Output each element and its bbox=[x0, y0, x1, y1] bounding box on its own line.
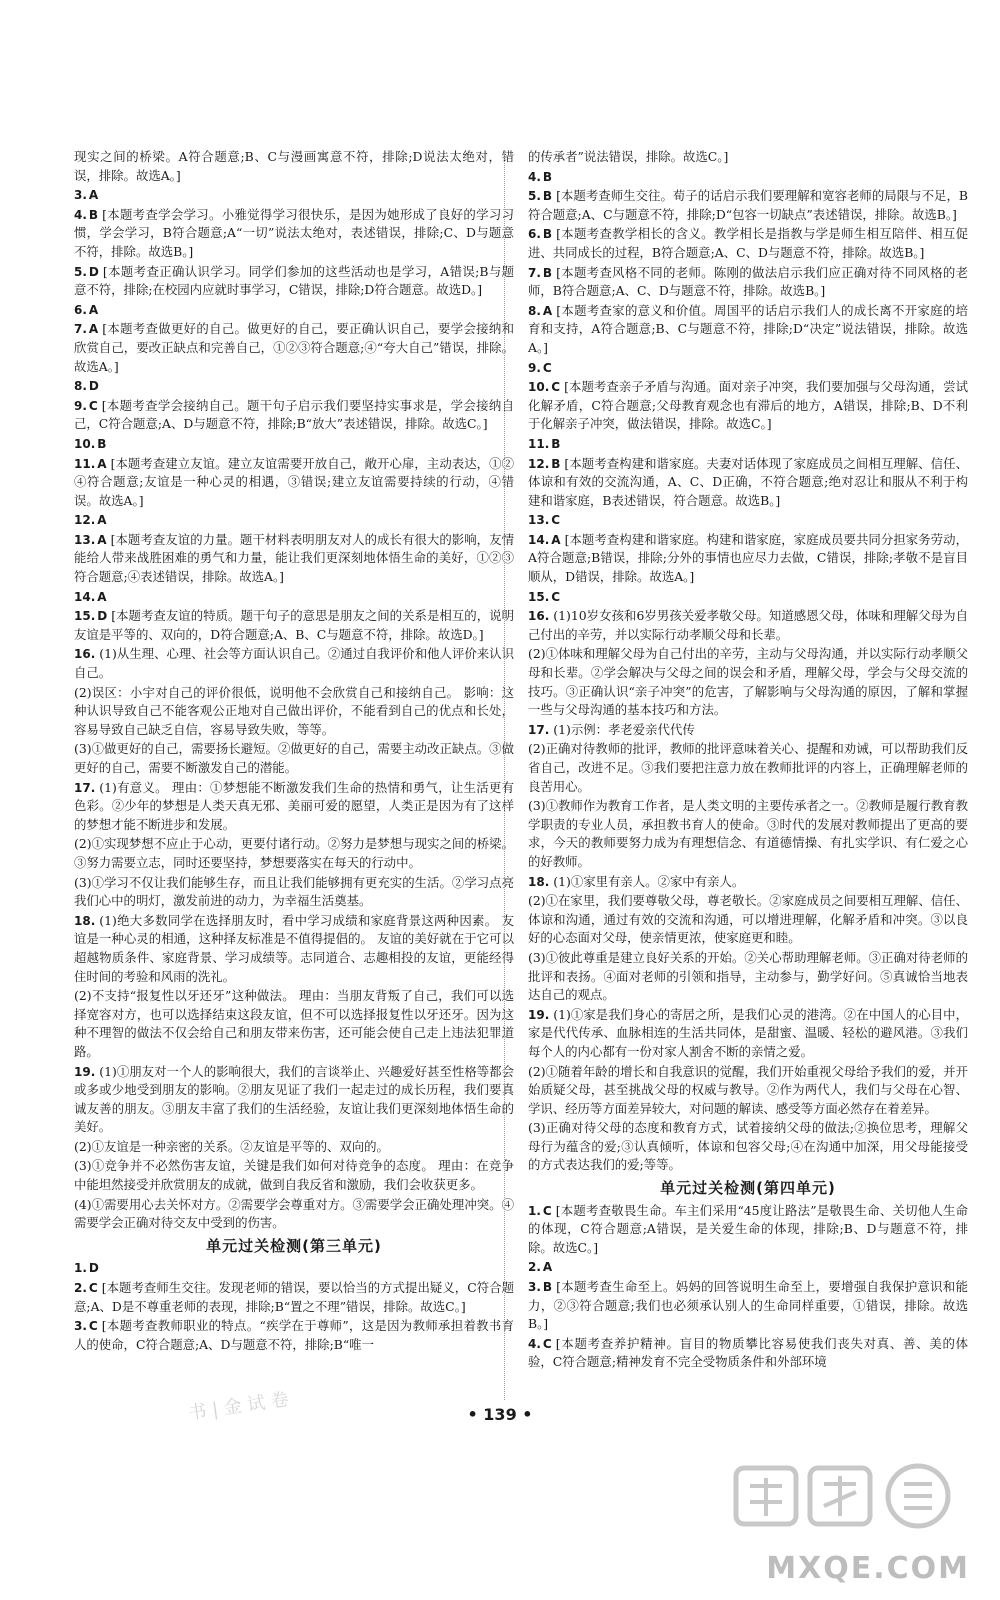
question-number: 3. bbox=[74, 1319, 87, 1334]
answer-choice: A bbox=[542, 303, 553, 318]
question-number: 19. bbox=[528, 1007, 550, 1022]
answer-choice: A bbox=[97, 532, 107, 547]
answer-continuation: (3)正确对待父母的态度和教育方式，试着接纳父母的做法;②换位思考，理解父母行为蕴含的爱;③认真倾听，体谅和包容父母;④在沟通中加深，用父母能接受的方式表达我们的爱;等等。 bbox=[528, 1120, 968, 1173]
answer-explanation: [本题考查学会学习。小雅觉得学习很快乐，是因为她形成了良好的学习习惯，学会学习，B符合题意;A“一切”说法太绝对，表述错误，排除;C、D与题意不符，排除。故选B。] bbox=[74, 206, 514, 259]
answer-explanation: (1)①家里有亲人。②家中有亲人。 bbox=[553, 873, 745, 889]
answer-explanation: [本题考查构建和谐家庭。夫妻对话体现了家庭成员之间相互理解、信任、体谅和有效的交流沟通，A、C、D正确，不符合题意;绝对忍让和服从不利于构建和谐家庭，B表述错误，符合题意。故选B。] bbox=[528, 455, 968, 508]
answer-explanation: (1)①家是我们身心的寄居之所，是我们心灵的港湾。②在中国人的心目中，家是代代传承、血脉相连的生活共同体，是甜蜜、温暖、轻松的避风港。③我们每个人的内心都有一份对家人割舍不断的亲情之爱。 bbox=[528, 1006, 968, 1059]
answer-continuation: (2)①随着年龄的增长和自我意识的觉醒，我们开始重视父母给予我们的爱，并开始质疑父母，甚至挑战父母的权威与教导。②作为两代人，我们与父母在心智、学识、经历等方面差异较大，对问题的解读、感受等方面必然存在着差异。 bbox=[528, 1063, 968, 1116]
answer-item bbox=[74, 1063, 514, 1137]
question-number: 9. bbox=[74, 398, 87, 413]
answer-continuation: (3)①彼此尊重是建立良好关系的开始。②关心帮助理解老师。③正确对待老师的批评和表扬。④面对老师的引领和指导，主动参与，勤学好问。⑤真诚恰当地表达自己的观点。 bbox=[528, 949, 968, 1003]
answer-choice: C bbox=[551, 589, 561, 604]
answer-item bbox=[74, 263, 514, 300]
answer-item bbox=[528, 264, 968, 301]
answer-continuation: (2)不支持“报复性以牙还牙”这种做法。 理由：当朋友背叛了自己，我们可以选择宽容对方，也可以选择结束这段友谊，但不可以选择报复性以牙还牙。因为这种不理智的做法不仅会给自己和朋友带来伤害，还可能会使自己走上违法犯罪道路。 bbox=[74, 988, 514, 1059]
answer-choice: C bbox=[88, 1281, 98, 1296]
answer-explanation: [本题考查构建和谐家庭。构建和谐家庭，家庭成员要共同分担家务劳动，A符合题意;B错误，排除;分外的事情也应尽力去做，C错误，排除;孝敬不是盲目顺从，D错误，排除。故选A。] bbox=[528, 531, 968, 585]
section-title: 单元过关检测(第四单元) bbox=[660, 1179, 836, 1198]
answer-choice: A bbox=[88, 188, 99, 203]
answer-item bbox=[528, 607, 968, 644]
section-title: 单元过关检测(第三单元) bbox=[206, 1236, 382, 1255]
answer-explanation: (1)绝大多数同学在选择朋友时，看中学习成绩和家庭背景这两种因素。 友谊是一种心灵的相通，这种择友标准是不值得提倡的。 友谊的美好就在于它可以超越物质条件、家庭背景、学习成绩等。志同道合、志趣相投的友谊，更能经得住时间的考验和风雨的洗礼。 bbox=[74, 912, 514, 984]
column-divider bbox=[504, 150, 505, 1400]
answer-choice: B bbox=[542, 189, 553, 204]
answer-explanation: [本题考查师生交往。发现老师的错误，要以恰当的方式提出疑义，C符合题意;A、D是不尊重老师的表现，排除;B“置之不理”错误，排除。故选C。] bbox=[74, 1280, 514, 1314]
answer-continuation: 的传承者”说法错误，排除。故选C。] bbox=[528, 149, 729, 164]
answer-item bbox=[74, 320, 514, 376]
answer-item bbox=[528, 1006, 968, 1062]
question-number: 2. bbox=[528, 1260, 541, 1275]
answer-explanation: [本题考查师生交往。荀子的话启示我们要理解和宽容老师的局限与不足，B符合题意;A、C与题意不符，排除;D“包容一切缺点”表述错误，排除。故选B。] bbox=[528, 188, 968, 222]
answer-continuation: (3)①做更好的自己，需要扬长避短。②做更好的自己，需要主动改正缺点。③做更好的自己，需要不断激发自己的潜能。 bbox=[74, 741, 514, 775]
question-number: 13. bbox=[528, 513, 550, 528]
answer-choice: C bbox=[542, 360, 552, 375]
right-column bbox=[528, 148, 968, 1373]
answer-explanation: (1)示例：孝老爱亲代代传 bbox=[553, 721, 695, 737]
answer-explanation: [本题考查敬畏生命。车主们采用“45度让路法”是敬畏生命、关切他人生命的体现，C符合题意;A错误，是关爱生命的体现，排除;B、D与题意不符，排除。故选C。] bbox=[528, 1202, 968, 1255]
answer-choice: B bbox=[88, 207, 99, 222]
answer-choice: D bbox=[88, 379, 99, 394]
answer-item bbox=[74, 912, 514, 986]
answer-choice: B bbox=[551, 436, 561, 451]
answer-item bbox=[74, 1317, 514, 1354]
answer-explanation: [本题考查建立友谊。建立友谊需要开放自己，敞开心扉，主动表达，①②④符合题意;友谊是一种心灵的相遇，③错误;建立友谊需要持续的行动，④错误。故选A。] bbox=[74, 455, 514, 508]
answer-continuation: (2)①友谊是一种亲密的关系。②友谊是平等的、双向的。 bbox=[74, 1138, 389, 1154]
question-number: 12. bbox=[74, 513, 96, 528]
answer-continuation: (2)正确对待教师的批评，教师的批评意味着关心、提醒和劝诫，可以帮助我们反省自己，改进不足。③我们要把注意力放在教师批评的内容上，正确理解老师的良苦用心。 bbox=[528, 741, 968, 794]
answer-item bbox=[528, 359, 968, 378]
answer-explanation: (1)10岁女孩和6岁男孩关爱孝敬父母。知道感恩父母，体味和理解父母为自己付出的辛劳，并以实际行动孝顺父母和长辈。 bbox=[528, 608, 968, 642]
answer-item bbox=[528, 721, 968, 740]
question-number: 15. bbox=[528, 589, 550, 604]
answer-item bbox=[528, 455, 968, 511]
answer-item bbox=[528, 1258, 968, 1277]
answer-item bbox=[528, 187, 968, 224]
question-number: 15. bbox=[74, 609, 96, 624]
answer-item bbox=[74, 377, 514, 396]
answer-item bbox=[74, 1259, 514, 1278]
answer-item bbox=[528, 531, 968, 587]
answer-item bbox=[74, 301, 514, 320]
question-number: 8. bbox=[74, 379, 87, 394]
answer-explanation: [本题考查友谊的力量。题干材料表明朋友对人的成长有很大的影响，友情能给人带来战胜困难的勇气和力量，能让我们更深刻地体悟生命的美好，①②③符合题意;④表述错误，排除。故选A。] bbox=[74, 531, 514, 585]
answer-item bbox=[528, 378, 968, 434]
question-number: 5. bbox=[528, 189, 541, 204]
answer-item bbox=[74, 607, 514, 644]
answer-item bbox=[74, 206, 514, 262]
question-number: 5. bbox=[74, 264, 87, 279]
answer-item bbox=[528, 588, 968, 607]
answer-choice: D bbox=[88, 1261, 99, 1276]
question-number: 19. bbox=[74, 1064, 96, 1079]
answer-item bbox=[74, 511, 514, 530]
answer-item bbox=[528, 511, 968, 530]
answer-choice: B bbox=[551, 456, 561, 471]
answer-choice: C bbox=[551, 513, 561, 528]
answer-explanation: [本题考查风格不同的老师。陈刚的做法启示我们应正确对待不同风格的老师，B符合题意;A、C、D与题意不符，排除。故选B。] bbox=[528, 264, 968, 299]
question-number: 4. bbox=[528, 169, 541, 184]
question-number: 6. bbox=[74, 302, 87, 317]
question-number: 1. bbox=[74, 1261, 87, 1276]
answer-choice: D bbox=[97, 609, 108, 624]
answer-item bbox=[528, 873, 968, 892]
answer-continuation: (3)①教师作为教育工作者，是人类文明的主要传承者之一。②教师是履行教育教学职责的专业人员，承担教书育人的使命。③时代的发展对教师提出了更高的要求，今天的教师要努力成为有理想信念、有道德情操、有扎实学识、有仁爱之心的好教师。 bbox=[528, 798, 968, 869]
answer-continuation: (2)①实现梦想不应止于心动，更要付诸行动。②努力是梦想与现实之间的桥梁。③努力需要立志，同时还要坚持，梦想要落实在每天的行动中。 bbox=[74, 836, 514, 870]
question-number: 12. bbox=[528, 456, 550, 471]
answer-explanation: [本题考查友谊的特质。题干句子的意思是朋友之间的关系是相互的，说明友谊是平等的、双向的，D符合题意;A、B、C与题意不符，排除。故选D。] bbox=[74, 608, 514, 642]
answer-choice: D bbox=[88, 264, 99, 279]
question-number: 18. bbox=[74, 913, 96, 928]
answer-item bbox=[74, 531, 514, 587]
question-number: 6. bbox=[528, 227, 541, 242]
answer-continuation: (2)误区：小宇对自己的评价很低，说明他不会欣赏自己和接纳自己。 影响：这种认识导致自己不能客观公正地对自己做出评价，不能看到自己的优点和长处，容易导致自己缺乏自信，容易导致失败，等等。 bbox=[74, 684, 514, 737]
question-number: 9. bbox=[528, 360, 541, 375]
answer-item bbox=[74, 435, 514, 454]
answer-continuation: (3)①竞争并不必然伤害友谊，关键是我们如何对待竞争的态度。 理由：在竞争中能坦然接受并欣赏朋友的成就，做到自我反省和激励，我们会收获更多。 bbox=[74, 1158, 514, 1193]
answer-choice: B bbox=[542, 265, 553, 280]
answer-choice: A bbox=[97, 589, 107, 604]
question-number: 17. bbox=[74, 780, 96, 795]
answer-choice: C bbox=[542, 1203, 552, 1218]
answer-choice: B bbox=[97, 436, 107, 451]
answer-explanation: [本题考查正确认识学习。同学们参加的这些活动也是学习，A错误;B与题意不符，排除;在校园内应就时事学习，C错误，排除;D符合题意。故选D。] bbox=[74, 263, 514, 298]
question-number: 3. bbox=[74, 188, 87, 203]
answer-explanation: [本题考查养护精神。盲目的物质攀比容易使我们丧失对真、善、美的体验，C符合题意;精神发育不完全受物质条件和外部环境 bbox=[528, 1335, 968, 1370]
answer-explanation: [本题考查教学相长的含义。教学相长是指教与学是师生相互陪伴、相互促进、共同成长的过程，B符合题意;A、C、D与题意不符，排除。故选B。] bbox=[528, 226, 968, 260]
question-number: 18. bbox=[528, 874, 550, 889]
answer-choice: C bbox=[551, 380, 561, 395]
answer-choice: C bbox=[88, 398, 98, 413]
answer-item bbox=[74, 645, 514, 682]
question-number: 2. bbox=[74, 1281, 87, 1296]
answer-continuation: (2)①体味和理解父母为自己付出的辛劳，主动与父母沟通，并以实际行动孝顺父母和长辈。②学会解决与父母之间的误会和矛盾，理解父母，学会与父母交流的技巧。③正确认识“亲子冲突”的危害，了解影响与父母沟通的原因，了解和掌握一些与父母沟通的基本技巧和方法。 bbox=[528, 646, 968, 718]
answer-item bbox=[528, 1335, 968, 1372]
answer-item bbox=[74, 455, 514, 511]
answer-explanation: (1)①朋友对一个人的影响很大，我们的言谈举止、兴趣爱好甚至性格等都会或多或少地受到朋友的影响。②朋友见证了我们一起走过的成长历程，我们要真诚友善的朋友。③朋友丰富了我们的生活经验，友谊让我们更深刻地体悟生命的美好。 bbox=[74, 1063, 514, 1135]
answer-item bbox=[528, 225, 968, 262]
answer-item bbox=[74, 397, 514, 434]
answer-item bbox=[528, 1278, 968, 1334]
question-number: 16. bbox=[528, 609, 550, 624]
question-number: 3. bbox=[528, 1280, 541, 1295]
left-column bbox=[74, 148, 514, 1355]
question-number: 7. bbox=[528, 265, 541, 280]
answer-choice: A bbox=[97, 456, 107, 471]
watermark-text: MXQE.COM bbox=[766, 1551, 970, 1586]
answer-item bbox=[528, 302, 968, 358]
answer-choice: B bbox=[542, 227, 553, 242]
answer-continuation: (4)①需要用心去关怀对方。②需要学会尊重对方。③需要学会正确处理冲突。④需要学会正确对待交友中受到的伤害。 bbox=[74, 1196, 514, 1231]
answer-choice: B bbox=[542, 1280, 553, 1295]
question-number: 8. bbox=[528, 303, 541, 318]
answer-explanation: [本题考查亲子矛盾与沟通。面对亲子冲突，我们要加强与父母沟通，尝试化解矛盾，C符合题意;父母教育观念也有滞后的地方，A错误，排除;B、D不利于化解亲子冲突，做法错误，排除。故选C。] bbox=[528, 379, 968, 432]
question-number: 13. bbox=[74, 532, 96, 547]
answer-choice: C bbox=[542, 1336, 552, 1351]
answer-explanation: [本题考查家的意义和价值。周国平的话启示我们人的成长离不开家庭的培育和支持，A符合题意;B、C与题意不符，排除;D“决定”说法错误，排除。故选A。] bbox=[528, 302, 968, 355]
answer-choice: A bbox=[551, 532, 561, 547]
answer-choice: B bbox=[542, 169, 553, 184]
answer-item bbox=[74, 186, 514, 205]
answer-continuation: 现实之间的桥梁。A符合题意;B、C与漫画寓意不符，排除;D说法太绝对，错误，排除。故选A。] bbox=[74, 149, 514, 183]
page-number: • 139 • bbox=[467, 1405, 533, 1424]
answer-explanation: (1)从生理、心理、社会等方面认识自己。②通过自我评价和他人评价来认识自己。 bbox=[74, 646, 514, 681]
answer-item bbox=[74, 1279, 514, 1316]
answer-choice: C bbox=[88, 1319, 98, 1334]
question-number: 4. bbox=[74, 207, 87, 222]
question-number: 14. bbox=[528, 532, 550, 547]
question-number: 11. bbox=[74, 456, 96, 471]
question-number: 16. bbox=[74, 647, 96, 662]
faint-stamp: 书 | 金 试 卷 bbox=[187, 1389, 291, 1424]
answer-explanation: [本题考查学会接纳自己。题干句子启示我们要坚持实事求是，学会接纳自己，C符合题意;A、D与题意不符，排除;B“放大”表述错误，排除。故选C。] bbox=[74, 397, 514, 432]
answer-continuation: (3)①学习不仅让我们能够生存，而且让我们能够拥有更充实的生活。②学习点亮我们心中的明灯，激发前进的动力，为幸福生活奠基。 bbox=[74, 874, 514, 909]
question-number: 10. bbox=[74, 436, 96, 451]
answer-explanation: (1)有意义。 理由：①梦想能不断激发我们生命的热情和勇气，让生活更有色彩。②少年的梦想是人类天真无邪、美丽可爱的愿望，人类正是因为有了这样的梦想才能不断进步和发展。 bbox=[74, 779, 514, 832]
answer-item bbox=[74, 588, 514, 607]
answer-choice: A bbox=[542, 1260, 553, 1275]
answer-item bbox=[528, 435, 968, 454]
answer-explanation: [本题考查教师职业的特点。“疾学在于尊师”，这是因为教师承担着教书育人的使命，C符合题意;A、D与题意不符，排除;B“唯一 bbox=[74, 1318, 514, 1352]
answer-item bbox=[74, 779, 514, 835]
question-number: 17. bbox=[528, 722, 550, 737]
question-number: 1. bbox=[528, 1203, 541, 1218]
answer-choice: A bbox=[97, 513, 107, 528]
answer-explanation: [本题考查做更好的自己。做更好的自己，要正确认识自己，要学会接纳和欣赏自己，要改正缺点和完善自己，①②③符合题意;④“夸大自己”错误，排除。故选A。] bbox=[74, 321, 514, 374]
answer-choice: A bbox=[88, 322, 99, 337]
question-number: 14. bbox=[74, 589, 96, 604]
answer-item bbox=[528, 1202, 968, 1258]
answer-continuation: (2)①在家里，我们要尊敬父母，尊老敬长。②家庭成员之间要相互理解、信任、体谅和沟通，通过有效的交流和沟通，可以增进理解，化解矛盾和冲突。③以良好的心态面对父母，使亲情更浓，使家庭更和睦。 bbox=[528, 893, 968, 946]
question-number: 4. bbox=[528, 1336, 541, 1351]
question-number: 10. bbox=[528, 380, 550, 395]
answer-choice: A bbox=[88, 302, 99, 317]
answer-item bbox=[528, 168, 968, 187]
question-number: 11. bbox=[528, 436, 550, 451]
answer-explanation: [本题考查生命至上。妈妈的回答说明生命至上，要增强自我保护意识和能力，②③符合题意;我们也必须承认别人的生命同样重要，①错误，排除。故选B。] bbox=[528, 1279, 968, 1332]
question-number: 7. bbox=[74, 322, 87, 337]
